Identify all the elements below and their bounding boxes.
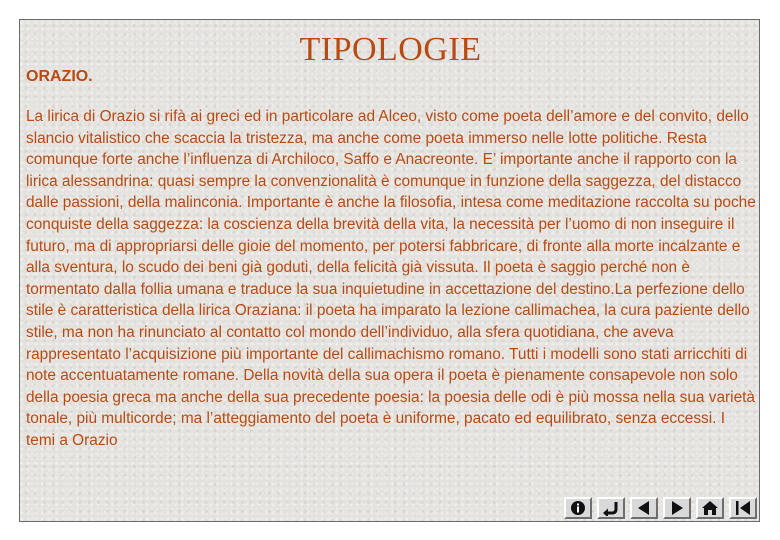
slide-body-text: La lirica di Orazio si rifà ai greci ed in particolare ad Alceo, visto come poeta dell’amore e del convito, dello slancio vitalistico che scaccia la tristezza, ma anche come poeta immerso nelle lotte politiche. Resta comunque forte anche l’influenza di Archiloco, Saffo e Anacreonte. E’ importante anche il rapporto con la lirica alessandrina: quasi sempre la convenzionalità è comunque in funzione della saggezza, del distacco dalle passioni, della malinconia. Importante è anche la filosofia, intesa come meditazione raccolta su poche conquiste della saggezza: la coscienza della brevità della vita, la necessità per l’uomo di non inseguire il futuro, ma di appropriarsi delle gioie del momento, per potersi fabbricare, di fronte alla morte incalzante e alla sventura, lo scudo dei beni già goduti, della felicità già vissuta. Il poeta è saggio perché non è tormentato dalla follia umana e traduce la sua inquietudine in accettazione del destino.La perfezione dello stile è caratteristica della lirica Oraziana: il poeta ha imparato la lezione callimachea, la cura paziente dello stile, ma non ha rinunciato al contatto col mondo dell’individuo, alla sfera quotidiana, che aveva rappresentato l’acquisizione più importante del callimachismo romano. Tutti i modelli sono stati arricchiti di note accentuatamente romane. Della novità della sua opera il poeta è pienamente consapevole non solo della poesia greca ma anche della sua precedente poesia: la poesia delle odi è più mossa nella sua varietà tonale, più multicorde; ma l’atteggiamento del poeta è uniforme, pacato ed equilibrato, senza eccessi. I temi a Orazio (26, 108, 756, 449)
end-icon (735, 500, 751, 516)
previous-button[interactable] (630, 497, 658, 519)
info-icon (570, 500, 586, 516)
return-icon (602, 500, 620, 516)
slide-subtitle: ORAZIO. (26, 68, 93, 85)
next-icon (669, 500, 685, 516)
slide-title: TIPOLOGIE (299, 31, 482, 68)
return-button[interactable] (597, 497, 625, 519)
home-icon (701, 500, 719, 516)
navigation-bar (564, 497, 759, 521)
end-button[interactable] (729, 497, 757, 519)
info-button[interactable] (564, 497, 592, 519)
previous-icon (636, 500, 652, 516)
slide (19, 19, 760, 522)
home-button[interactable] (696, 497, 724, 519)
next-button[interactable] (663, 497, 691, 519)
